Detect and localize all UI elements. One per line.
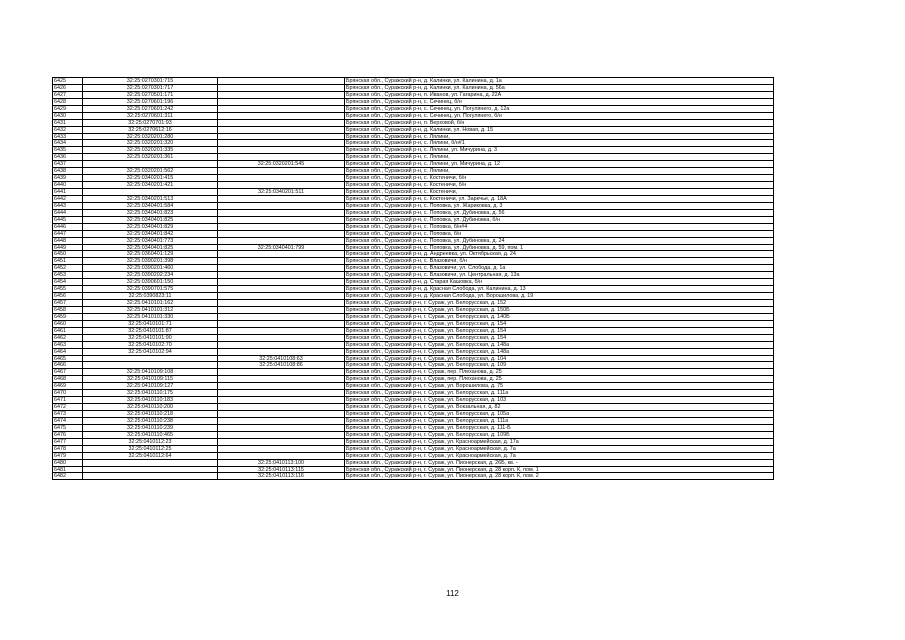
registry-table xyxy=(52,77,774,480)
row-number-cell: 6438 xyxy=(53,168,83,175)
table-row xyxy=(53,203,774,210)
row-number-cell: 6451 xyxy=(53,258,83,265)
table-row xyxy=(53,251,774,258)
table-row xyxy=(53,314,774,321)
cadastral-number-cell: 32:25:0360401:129 xyxy=(83,251,218,258)
building-cadastral-number-cell xyxy=(218,418,345,425)
row-number-cell: 6479 xyxy=(53,453,83,460)
table-row xyxy=(53,279,774,286)
table-row xyxy=(53,168,774,175)
cadastral-number-cell: 32:25:0320201:335 xyxy=(83,147,218,154)
cadastral-number-cell: 32:25:0340401:773 xyxy=(83,238,218,245)
table-row xyxy=(53,439,774,446)
cadastral-number-cell xyxy=(83,362,218,369)
row-number-cell: 6443 xyxy=(53,203,83,210)
building-cadastral-number-cell xyxy=(218,383,345,390)
table-row xyxy=(53,258,774,265)
address-cell: Брянская обл., Суражский р-н, д. Красная Слобода, ул. Калинина, д. 13 xyxy=(345,286,774,293)
building-cadastral-number-cell xyxy=(218,224,345,231)
row-number-cell: 6435 xyxy=(53,147,83,154)
address-cell: Брянская обл., Суражский р-н, д. Калинки, ул. Калинина, д. 56а xyxy=(345,85,774,92)
row-number-cell: 6477 xyxy=(53,439,83,446)
building-cadastral-number-cell xyxy=(218,293,345,300)
table-row xyxy=(53,404,774,411)
row-number-cell: 6448 xyxy=(53,238,83,245)
table-row xyxy=(53,120,774,127)
address-cell: Брянская обл., Суражский р-н, с. Поповка, б/н#4 xyxy=(345,224,774,231)
building-cadastral-number-cell xyxy=(218,453,345,460)
table-row xyxy=(53,272,774,279)
cadastral-number-cell: 32:25:0410109:108 xyxy=(83,369,218,376)
row-number-cell: 6480 xyxy=(53,460,83,467)
table-row xyxy=(53,390,774,397)
table-row xyxy=(53,362,774,369)
table-row xyxy=(53,265,774,272)
building-cadastral-number-cell xyxy=(218,425,345,432)
row-number-cell: 6450 xyxy=(53,251,83,258)
cadastral-number-cell: 32:25:0410112:64 xyxy=(83,453,218,460)
table-row xyxy=(53,92,774,99)
row-number-cell: 6471 xyxy=(53,397,83,404)
table-row xyxy=(53,161,774,168)
cadastral-number-cell: 32:25:0410112:23 xyxy=(83,439,218,446)
building-cadastral-number-cell xyxy=(218,154,345,161)
cadastral-number-cell: 32:25:0410101:312 xyxy=(83,307,218,314)
cadastral-number-cell: 32:25:0410112:25 xyxy=(83,446,218,453)
address-cell: Брянская обл., Суражский р-н, г. Сураж, ул. Красноармейская, д. 7а xyxy=(345,446,774,453)
address-cell: Брянская обл., Суражский р-н, д. Старая Кашовка, б/н xyxy=(345,279,774,286)
row-number-cell: 6449 xyxy=(53,245,83,252)
address-cell: Брянская обл., Суражский р-н, д. Красная Слобода, ул. Ворошилова, д. 19 xyxy=(345,293,774,300)
table-row xyxy=(53,349,774,356)
address-cell: Брянская обл., Суражский р-н, г. Сураж, ул. Белорусская, д. 152 xyxy=(345,300,774,307)
cadastral-number-cell: 32:25:0410110:200 xyxy=(83,404,218,411)
row-number-cell: 6434 xyxy=(53,140,83,147)
table-row xyxy=(53,106,774,113)
row-number-cell: 6439 xyxy=(53,175,83,182)
row-number-cell: 6441 xyxy=(53,189,83,196)
cadastral-number-cell: 32:25:0270501:171 xyxy=(83,92,218,99)
building-cadastral-number-cell xyxy=(218,210,345,217)
cadastral-number-cell: 32:25:0320201:361 xyxy=(83,154,218,161)
address-cell: Брянская обл., Суражский р-н, с. Лялини, xyxy=(345,168,774,175)
row-number-cell: 6442 xyxy=(53,196,83,203)
address-cell: Брянская обл., Суражский р-н, с. Лялини, б/н#1 xyxy=(345,140,774,147)
address-cell: Брянская обл., Суражский р-н, п. Иванов, ул. Гагарина, д. 22А xyxy=(345,92,774,99)
cadastral-number-cell: 32:25:0390201:460 xyxy=(83,265,218,272)
cadastral-number-cell xyxy=(83,467,218,474)
building-cadastral-number-cell xyxy=(218,349,345,356)
table-row xyxy=(53,175,774,182)
address-cell: Брянская обл., Суражский р-н, г. Сураж, ул. Белорусская, д. 111а xyxy=(345,390,774,397)
cadastral-number-cell: 32:25:0410110:239 xyxy=(83,425,218,432)
cadastral-number-cell: 32:25:0340401:825 xyxy=(83,245,218,252)
table-row xyxy=(53,245,774,252)
row-number-cell: 6452 xyxy=(53,265,83,272)
row-number-cell: 6473 xyxy=(53,411,83,418)
building-cadastral-number-cell xyxy=(218,120,345,127)
cadastral-number-cell: 32:25:0390823:11 xyxy=(83,293,218,300)
row-number-cell: 6454 xyxy=(53,279,83,286)
cadastral-number-cell xyxy=(83,473,218,480)
cadastral-number-cell: 32:25:0410101:87 xyxy=(83,328,218,335)
building-cadastral-number-cell: 32:25:0410108:63 xyxy=(218,356,345,363)
address-cell: Брянская обл., Суражский р-н, с. Поповка, б/н xyxy=(345,231,774,238)
table-row xyxy=(53,286,774,293)
address-cell: Брянская обл., Суражский р-н, с. Сечинец, ул. Погулянего, д. 12а xyxy=(345,106,774,113)
table-row xyxy=(53,425,774,432)
cadastral-number-cell: 32:25:0410109:127 xyxy=(83,383,218,390)
row-number-cell: 6463 xyxy=(53,342,83,349)
table-row xyxy=(53,238,774,245)
address-cell: Брянская обл., Суражский р-н, с. Костеничи, б/н xyxy=(345,175,774,182)
row-number-cell: 6465 xyxy=(53,356,83,363)
address-cell: Брянская обл., Суражский р-н, г. Сураж, ул. Белорусская, д. 103 xyxy=(345,397,774,404)
row-number-cell: 6445 xyxy=(53,217,83,224)
cadastral-number-cell: 32:25:0410109:115 xyxy=(83,376,218,383)
building-cadastral-number-cell xyxy=(218,432,345,439)
address-cell: Брянская обл., Суражский р-н, г. Сураж, пер. Плеханова, д. 25 xyxy=(345,376,774,383)
table-row xyxy=(53,134,774,141)
building-cadastral-number-cell xyxy=(218,175,345,182)
cadastral-number-cell: 32:25:0340401:823 xyxy=(83,210,218,217)
cadastral-number-cell: 32:25:0410110:218 xyxy=(83,411,218,418)
table-row xyxy=(53,217,774,224)
building-cadastral-number-cell xyxy=(218,404,345,411)
cadastral-number-cell: 32:25:0270301:715 xyxy=(83,78,218,85)
row-number-cell: 6468 xyxy=(53,376,83,383)
table-row xyxy=(53,78,774,85)
cadastral-number-cell: 32:25:0390701:575 xyxy=(83,286,218,293)
building-cadastral-number-cell xyxy=(218,140,345,147)
table-row xyxy=(53,224,774,231)
address-cell: Брянская обл., Суражский р-н, п. Верховой, б/н xyxy=(345,120,774,127)
cadastral-number-cell: 32:25:0320201:562 xyxy=(83,168,218,175)
row-number-cell: 6447 xyxy=(53,231,83,238)
cadastral-number-cell: 32:25:0320201:320 xyxy=(83,140,218,147)
page-number: 112 xyxy=(446,589,459,598)
row-number-cell: 6433 xyxy=(53,134,83,141)
address-cell: Брянская обл., Суражский р-н, г. Сураж, ул. Белорусская, д. 109 xyxy=(345,362,774,369)
row-number-cell: 6425 xyxy=(53,78,83,85)
table-row xyxy=(53,113,774,120)
address-cell: Брянская обл., Суражский р-н, г. Сураж, ул. Белорусская, д. 105а xyxy=(345,411,774,418)
table-row xyxy=(53,467,774,474)
address-cell: Брянская обл., Суражский р-н, с. Костеничи, ул. Заречье, д. 18А xyxy=(345,196,774,203)
address-cell: Брянская обл., Суражский р-н, с. Сечинец, ул. Погулянего, б/н xyxy=(345,113,774,120)
building-cadastral-number-cell xyxy=(218,203,345,210)
table-row xyxy=(53,182,774,189)
building-cadastral-number-cell xyxy=(218,78,345,85)
table-row xyxy=(53,369,774,376)
row-number-cell: 6462 xyxy=(53,335,83,342)
building-cadastral-number-cell xyxy=(218,286,345,293)
address-cell: Брянская обл., Суражский р-н, с. Поповка, ул. Дубиновка, д. 59, пом. 1 xyxy=(345,245,774,252)
table-row xyxy=(53,154,774,161)
address-cell: Брянская обл., Суражский р-н, г. Сураж, ул. Белорусская, д. 148а xyxy=(345,342,774,349)
address-cell: Брянская обл., Суражский р-н, с. Лялини, xyxy=(345,134,774,141)
cadastral-number-cell: 32:25:0410101:162 xyxy=(83,300,218,307)
table-row xyxy=(53,376,774,383)
building-cadastral-number-cell xyxy=(218,376,345,383)
building-cadastral-number-cell xyxy=(218,328,345,335)
address-cell: Брянская обл., Суражский р-н, с. Поповка, ул. Дубиновка, д. 56 xyxy=(345,210,774,217)
address-cell: Брянская обл., Суражский р-н, г. Сураж, ул. Белорусская, д. 111-Б xyxy=(345,425,774,432)
row-number-cell: 6482 xyxy=(53,473,83,480)
building-cadastral-number-cell xyxy=(218,314,345,321)
cadastral-number-cell: 32:25:0410101:330 xyxy=(83,314,218,321)
building-cadastral-number-cell xyxy=(218,251,345,258)
address-cell: Брянская обл., Суражский р-н, с. Сечинец, б/н xyxy=(345,99,774,106)
table-row xyxy=(53,460,774,467)
cadastral-number-cell xyxy=(83,356,218,363)
row-number-cell: 6446 xyxy=(53,224,83,231)
address-cell: Брянская обл., Суражский р-н, г. Сураж, ул. Красноармейская, д. 7а xyxy=(345,453,774,460)
table-row xyxy=(53,196,774,203)
table-row xyxy=(53,446,774,453)
cadastral-number-cell: 32:25:0410101:71 xyxy=(83,321,218,328)
row-number-cell: 6437 xyxy=(53,161,83,168)
row-number-cell: 6430 xyxy=(53,113,83,120)
cadastral-number-cell: 32:25:0340201:421 xyxy=(83,182,218,189)
address-cell: Брянская обл., Суражский р-н, г. Сураж, ул. Белорусская, д. 154 xyxy=(345,321,774,328)
building-cadastral-number-cell: 32:25:0320201:545 xyxy=(218,161,345,168)
cadastral-number-cell: 32:25:0340401:842 xyxy=(83,231,218,238)
row-number-cell: 6440 xyxy=(53,182,83,189)
table-row xyxy=(53,473,774,480)
table-row xyxy=(53,147,774,154)
building-cadastral-number-cell xyxy=(218,258,345,265)
cadastral-number-cell xyxy=(83,161,218,168)
building-cadastral-number-cell xyxy=(218,342,345,349)
cadastral-number-cell: 32:25:0270601:242 xyxy=(83,106,218,113)
building-cadastral-number-cell xyxy=(218,439,345,446)
building-cadastral-number-cell xyxy=(218,127,345,134)
address-cell: Брянская обл., Суражский р-н, г. Сураж, ул. Белорусская, д. 154 xyxy=(345,335,774,342)
cadastral-number-cell: 32:25:0410110:238 xyxy=(83,418,218,425)
row-number-cell: 6457 xyxy=(53,300,83,307)
table-row xyxy=(53,300,774,307)
address-cell: Брянская обл., Суражский р-н, с. Влазовичи, ул. Центральная, д. 13а xyxy=(345,272,774,279)
address-cell: Брянская обл., Суражский р-н, г. Сураж, ул. Ворошилова, д. 75 xyxy=(345,383,774,390)
table-row xyxy=(53,453,774,460)
row-number-cell: 6467 xyxy=(53,369,83,376)
building-cadastral-number-cell: 32:25:0410113:100 xyxy=(218,460,345,467)
table-row xyxy=(53,432,774,439)
address-cell: Брянская обл., Суражский р-н, г. Сураж, ул. Белорусская, д. 111а xyxy=(345,418,774,425)
cadastral-number-cell: 32:25:0270701:93 xyxy=(83,120,218,127)
table-row xyxy=(53,411,774,418)
table-row xyxy=(53,356,774,363)
building-cadastral-number-cell xyxy=(218,369,345,376)
cadastral-number-cell: 32:25:0390202:234 xyxy=(83,272,218,279)
cadastral-number-cell: 32:25:0410110:183 xyxy=(83,397,218,404)
row-number-cell: 6472 xyxy=(53,404,83,411)
address-cell: Брянская обл., Суражский р-н, д. Калинки, ул. Новая, д. 15 xyxy=(345,127,774,134)
table-row xyxy=(53,127,774,134)
cadastral-number-cell: 32:25:0410102:70 xyxy=(83,342,218,349)
row-number-cell: 6456 xyxy=(53,293,83,300)
row-number-cell: 6469 xyxy=(53,383,83,390)
address-cell: Брянская обл., Суражский р-н, с. Костеничи, xyxy=(345,189,774,196)
table-row xyxy=(53,140,774,147)
row-number-cell: 6481 xyxy=(53,467,83,474)
building-cadastral-number-cell xyxy=(218,106,345,113)
building-cadastral-number-cell xyxy=(218,147,345,154)
building-cadastral-number-cell xyxy=(218,307,345,314)
building-cadastral-number-cell xyxy=(218,238,345,245)
row-number-cell: 6461 xyxy=(53,328,83,335)
cadastral-number-cell: 32:25:0410102:94 xyxy=(83,349,218,356)
address-cell: Брянская обл., Суражский р-н, г. Сураж, ул. Белорусская, д. 150Б xyxy=(345,307,774,314)
row-number-cell: 6464 xyxy=(53,349,83,356)
building-cadastral-number-cell xyxy=(218,196,345,203)
table-row xyxy=(53,189,774,196)
table-row xyxy=(53,307,774,314)
address-cell: Брянская обл., Суражский р-н, г. Сураж, ул. Белорусская, д. 148а xyxy=(345,349,774,356)
building-cadastral-number-cell: 32:25:0410113:115 xyxy=(218,467,345,474)
table-row xyxy=(53,418,774,425)
address-cell: Брянская обл., Суражский р-н, г. Сураж, ул. Белорусская, д. 104 xyxy=(345,356,774,363)
address-cell: Брянская обл., Суражский р-н, с. Влазовичи, б/н xyxy=(345,258,774,265)
cadastral-number-cell: 32:25:0410101:90 xyxy=(83,335,218,342)
building-cadastral-number-cell xyxy=(218,134,345,141)
address-cell: Брянская обл., Суражский р-н, с. Костеничи, б/н xyxy=(345,182,774,189)
building-cadastral-number-cell xyxy=(218,182,345,189)
address-cell: Брянская обл., Суражский р-н, г. Сураж, пер. Плеханова, д. 25 xyxy=(345,369,774,376)
cadastral-number-cell: 32:25:0270612:16 xyxy=(83,127,218,134)
address-cell: Брянская обл., Суражский р-н, с. Поповка, ул. Дубиновка, д. 24 xyxy=(345,238,774,245)
table-row xyxy=(53,321,774,328)
row-number-cell: 6436 xyxy=(53,154,83,161)
building-cadastral-number-cell xyxy=(218,92,345,99)
table-row xyxy=(53,397,774,404)
building-cadastral-number-cell: 32:25:0410108:86 xyxy=(218,362,345,369)
table-row xyxy=(53,335,774,342)
cadastral-number-cell: 32:25:0410110:175 xyxy=(83,390,218,397)
building-cadastral-number-cell xyxy=(218,113,345,120)
row-number-cell: 6476 xyxy=(53,432,83,439)
row-number-cell: 6466 xyxy=(53,362,83,369)
cadastral-number-cell: 32:25:0340201:513 xyxy=(83,196,218,203)
cadastral-number-cell xyxy=(83,189,218,196)
row-number-cell: 6429 xyxy=(53,106,83,113)
building-cadastral-number-cell xyxy=(218,411,345,418)
building-cadastral-number-cell xyxy=(218,99,345,106)
address-cell: Брянская обл., Суражский р-н, г. Сураж, ул. Белорусская, д. 154 xyxy=(345,328,774,335)
address-cell: Брянская обл., Суражский р-н, г. Сураж, ул. Вокзальная, д. 82 xyxy=(345,404,774,411)
cadastral-number-cell xyxy=(83,460,218,467)
building-cadastral-number-cell xyxy=(218,390,345,397)
address-cell: Брянская обл., Суражский р-н, с. Лялини, xyxy=(345,154,774,161)
building-cadastral-number-cell: 32:25:0340201:511 xyxy=(218,189,345,196)
cadastral-number-cell: 32:25:0340401:829 xyxy=(83,224,218,231)
table-row xyxy=(53,210,774,217)
address-cell: Брянская обл., Суражский р-н, г. Сураж, ул. Красноармейская, д. 17а xyxy=(345,439,774,446)
address-cell: Брянская обл., Суражский р-н, д. Андреевка, ул. Октябрьская, д. 24 xyxy=(345,251,774,258)
table-row xyxy=(53,99,774,106)
building-cadastral-number-cell xyxy=(218,231,345,238)
cadastral-number-cell: 32:25:0410110:465 xyxy=(83,432,218,439)
row-number-cell: 6474 xyxy=(53,418,83,425)
cadastral-number-cell: 32:25:0340401:825 xyxy=(83,217,218,224)
row-number-cell: 6455 xyxy=(53,286,83,293)
building-cadastral-number-cell xyxy=(218,335,345,342)
building-cadastral-number-cell xyxy=(218,168,345,175)
row-number-cell: 6453 xyxy=(53,272,83,279)
row-number-cell: 6432 xyxy=(53,127,83,134)
building-cadastral-number-cell xyxy=(218,85,345,92)
cadastral-number-cell: 32:25:0340201:415 xyxy=(83,175,218,182)
row-number-cell: 6426 xyxy=(53,85,83,92)
building-cadastral-number-cell xyxy=(218,279,345,286)
table-row xyxy=(53,383,774,390)
building-cadastral-number-cell: 32:25:0340401:799 xyxy=(218,245,345,252)
building-cadastral-number-cell xyxy=(218,397,345,404)
cadastral-number-cell: 32:25:0390601:150 xyxy=(83,279,218,286)
row-number-cell: 6431 xyxy=(53,120,83,127)
table-row xyxy=(53,85,774,92)
cadastral-number-cell: 32:25:0340401:584 xyxy=(83,203,218,210)
cadastral-number-cell: 32:25:0270601:311 xyxy=(83,113,218,120)
address-cell: Брянская обл., Суражский р-н, г. Сураж, ул. Пионерская, д. 28 корп. К, пом. 2 xyxy=(345,473,774,480)
row-number-cell: 6478 xyxy=(53,446,83,453)
building-cadastral-number-cell xyxy=(218,446,345,453)
address-cell: Брянская обл., Суражский р-н, с. Влазовичи, ул. Слобода, д. 1а xyxy=(345,265,774,272)
address-cell: Брянская обл., Суражский р-н, г. Сураж, ул. Пионерская, д. 26Б, кв. - xyxy=(345,460,774,467)
row-number-cell: 6470 xyxy=(53,390,83,397)
row-number-cell: 6459 xyxy=(53,314,83,321)
building-cadastral-number-cell xyxy=(218,272,345,279)
row-number-cell: 6427 xyxy=(53,92,83,99)
building-cadastral-number-cell xyxy=(218,217,345,224)
row-number-cell: 6460 xyxy=(53,321,83,328)
building-cadastral-number-cell xyxy=(218,300,345,307)
cadastral-number-cell: 32:25:0270601:196 xyxy=(83,99,218,106)
address-cell: Брянская обл., Суражский р-н, г. Сураж, ул. Белорусская, д. 140Б xyxy=(345,314,774,321)
address-cell: Брянская обл., Суражский р-н, д. Калинки, ул. Калинина, д. 1а xyxy=(345,78,774,85)
row-number-cell: 6475 xyxy=(53,425,83,432)
cadastral-number-cell: 32:25:0390201:398 xyxy=(83,258,218,265)
building-cadastral-number-cell: 32:25:0410113:116 xyxy=(218,473,345,480)
address-cell: Брянская обл., Суражский р-н, г. Сураж, ул. Пионерская, д. 28 корп. К, пом. 1 xyxy=(345,467,774,474)
row-number-cell: 6444 xyxy=(53,210,83,217)
table-row xyxy=(53,293,774,300)
address-cell: Брянская обл., Суражский р-н, с. Поповка, ул. Жариковка, д. 3 xyxy=(345,203,774,210)
table-row xyxy=(53,231,774,238)
address-cell: Брянская обл., Суражский р-н, с. Лялини, ул. Мичурина, д. 3 xyxy=(345,147,774,154)
address-cell: Брянская обл., Суражский р-н, г. Сураж, ул. Белорусская, д. 109Б xyxy=(345,432,774,439)
table-row xyxy=(53,342,774,349)
row-number-cell: 6428 xyxy=(53,99,83,106)
building-cadastral-number-cell xyxy=(218,265,345,272)
row-number-cell: 6458 xyxy=(53,307,83,314)
address-cell: Брянская обл., Суражский р-н, с. Лялини, ул. Мичурина, д. 12 xyxy=(345,161,774,168)
building-cadastral-number-cell xyxy=(218,321,345,328)
cadastral-number-cell: 32:25:0320201:280 xyxy=(83,134,218,141)
table-row xyxy=(53,328,774,335)
address-cell: Брянская обл., Суражский р-н, с. Поповка, ул. Дубиновка, б/н xyxy=(345,217,774,224)
cadastral-number-cell: 32:25:0270301:717 xyxy=(83,85,218,92)
